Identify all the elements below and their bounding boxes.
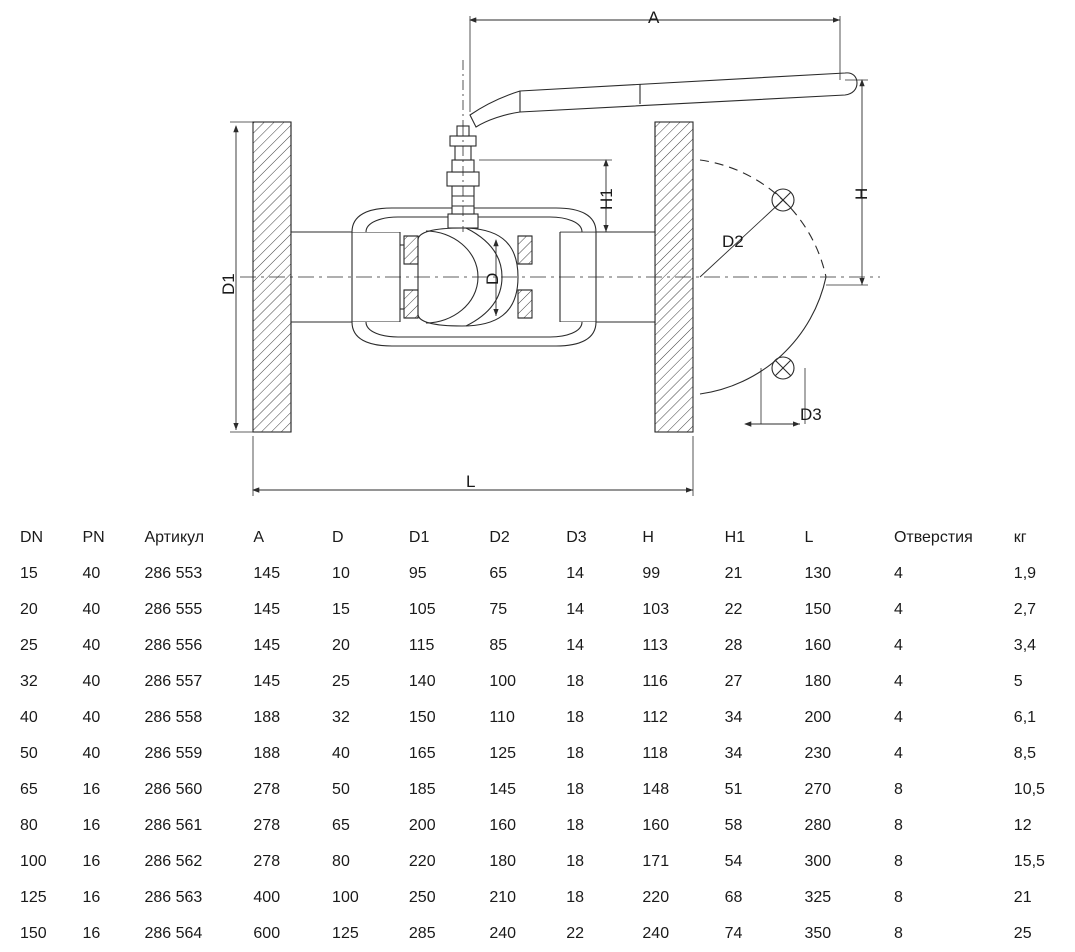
cell-d: 32 [332, 709, 350, 726]
table-row [0, 736, 1075, 772]
cell-d1: 250 [408, 889, 436, 906]
cell-d1: 185 [408, 781, 436, 798]
cell-pn: 16 [82, 817, 101, 834]
specification-table [0, 520, 1075, 952]
cell-d1: 285 [408, 925, 436, 942]
cell-a: 188 [253, 709, 281, 726]
column-header-dn: DN [20, 529, 44, 546]
cell-pn: 16 [82, 853, 101, 870]
cell-article: 286 557 [144, 673, 203, 690]
cell-l: 160 [804, 637, 832, 654]
cell-article: 286 564 [144, 925, 203, 942]
column-header-d: D [332, 529, 344, 546]
cell-d1: 140 [408, 673, 436, 690]
cell-d: 80 [332, 853, 350, 870]
column-header-weight: кг [1013, 529, 1027, 546]
cell-d1: 95 [408, 565, 427, 582]
cell-holes: 4 [893, 637, 903, 654]
cell-d: 50 [332, 781, 350, 798]
cell-weight: 10,5 [1013, 781, 1045, 798]
column-header-h1: H1 [724, 529, 746, 546]
column-header-d3: D3 [566, 529, 587, 546]
cell-d2: 65 [489, 565, 508, 582]
cell-weight: 25 [1013, 925, 1032, 942]
cell-h: 113 [642, 637, 668, 654]
cell-d3: 18 [566, 745, 584, 762]
cell-d: 20 [332, 637, 350, 654]
cell-d3: 18 [566, 889, 584, 906]
cell-weight: 8,5 [1013, 745, 1037, 762]
cell-dn: 50 [20, 745, 38, 762]
cell-h: 116 [642, 673, 668, 690]
cell-d2: 160 [489, 817, 517, 834]
cell-h: 118 [642, 745, 668, 762]
cell-article: 286 563 [144, 889, 203, 906]
cell-pn: 40 [82, 601, 101, 618]
cell-article: 286 562 [144, 853, 203, 870]
cell-pn: 16 [82, 889, 101, 906]
table-row [0, 880, 1075, 916]
cell-d3: 18 [566, 817, 584, 834]
cell-dn: 15 [20, 565, 38, 582]
cell-weight: 3,4 [1013, 637, 1037, 654]
table-header-row [0, 520, 1075, 556]
cell-dn: 65 [20, 781, 38, 798]
cell-d2: 100 [489, 673, 517, 690]
column-header-holes: Отверстия [893, 529, 973, 546]
valve-body-geometry [230, 16, 880, 496]
cell-d3: 18 [566, 853, 584, 870]
cell-d1: 220 [408, 853, 436, 870]
cell-pn: 40 [82, 565, 101, 582]
dimension-label-d: D [483, 272, 502, 285]
table-row [0, 772, 1075, 808]
table-row [0, 844, 1075, 880]
cell-article: 286 558 [144, 709, 203, 726]
dimension-label-d2: D2 [722, 232, 744, 251]
cell-d3: 18 [566, 709, 584, 726]
cell-h1: 51 [724, 781, 743, 798]
cell-weight: 21 [1013, 889, 1032, 906]
cell-h1: 34 [724, 745, 743, 762]
cell-l: 300 [804, 853, 832, 870]
column-header-l: L [804, 529, 814, 546]
cell-holes: 4 [893, 745, 903, 762]
table-row [0, 700, 1075, 736]
cell-holes: 4 [893, 709, 903, 726]
cell-holes: 4 [893, 565, 903, 582]
dimension-label-a: A [648, 8, 660, 27]
cell-l: 130 [804, 565, 832, 582]
table-row [0, 808, 1075, 844]
cell-l: 150 [804, 601, 832, 618]
cell-d3: 14 [566, 601, 584, 618]
dimension-label-l: L [466, 472, 476, 491]
cell-d1: 105 [408, 601, 436, 618]
cell-a: 145 [253, 565, 281, 582]
cell-d: 65 [332, 817, 350, 834]
cell-h: 240 [642, 925, 670, 942]
cell-h1: 28 [724, 637, 743, 654]
cell-d3: 14 [566, 637, 584, 654]
cell-l: 180 [804, 673, 832, 690]
cell-d1: 165 [408, 745, 436, 762]
cell-article: 286 556 [144, 637, 203, 654]
cell-a: 145 [253, 601, 281, 618]
cell-a: 278 [253, 781, 281, 798]
cell-holes: 4 [893, 601, 903, 618]
cell-article: 286 559 [144, 745, 203, 762]
table-row [0, 556, 1075, 592]
cell-h: 171 [642, 853, 670, 870]
cell-dn: 32 [20, 673, 38, 690]
cell-d: 25 [332, 673, 350, 690]
cell-holes: 8 [893, 781, 903, 798]
cell-d3: 18 [566, 781, 584, 798]
cell-d: 10 [332, 565, 350, 582]
cell-l: 280 [804, 817, 832, 834]
cell-h1: 58 [724, 817, 743, 834]
column-header-article: Артикул [144, 529, 205, 546]
cell-d3: 22 [566, 925, 584, 942]
cell-d2: 125 [489, 745, 517, 762]
cell-d2: 210 [489, 889, 517, 906]
cell-d2: 180 [489, 853, 517, 870]
cell-dn: 25 [20, 637, 38, 654]
cell-h1: 34 [724, 709, 743, 726]
cell-dn: 150 [20, 925, 47, 942]
table-header [0, 520, 1075, 556]
cell-dn: 125 [20, 889, 47, 906]
cell-d: 40 [332, 745, 350, 762]
cell-a: 188 [253, 745, 281, 762]
cell-d2: 110 [489, 709, 515, 726]
dimension-label-d1: D1 [219, 273, 238, 295]
table-row [0, 592, 1075, 628]
cell-article: 286 553 [144, 565, 203, 582]
cell-l: 230 [804, 745, 832, 762]
cell-dn: 100 [20, 853, 47, 870]
cell-a: 278 [253, 853, 281, 870]
cell-a: 400 [253, 889, 281, 906]
cell-d3: 14 [566, 565, 584, 582]
cell-pn: 16 [82, 925, 101, 942]
column-header-d1: D1 [408, 529, 430, 546]
cell-l: 270 [804, 781, 832, 798]
cell-weight: 2,7 [1013, 601, 1037, 618]
cell-article: 286 555 [144, 601, 203, 618]
cell-h1: 22 [724, 601, 743, 618]
cell-article: 286 561 [144, 817, 203, 834]
cell-l: 200 [804, 709, 832, 726]
cell-a: 145 [253, 637, 281, 654]
dimension-label-h1: H1 [597, 188, 616, 210]
cell-d1: 115 [408, 637, 435, 654]
cell-pn: 40 [82, 673, 101, 690]
cell-article: 286 560 [144, 781, 203, 798]
cell-l: 325 [804, 889, 832, 906]
cell-h: 220 [642, 889, 670, 906]
cell-l: 350 [804, 925, 832, 942]
cell-h1: 68 [724, 889, 743, 906]
cell-d: 100 [332, 889, 359, 906]
column-header-h: H [642, 529, 654, 546]
column-header-d2: D2 [489, 529, 510, 546]
cell-pn: 40 [82, 709, 101, 726]
cell-d1: 200 [408, 817, 436, 834]
cell-h: 99 [642, 565, 661, 582]
cell-weight: 5 [1013, 673, 1023, 690]
cell-dn: 80 [20, 817, 38, 834]
cell-dn: 20 [20, 601, 38, 618]
cell-holes: 8 [893, 889, 903, 906]
cell-d: 125 [332, 925, 359, 942]
cell-h1: 21 [724, 565, 743, 582]
cell-a: 278 [253, 817, 281, 834]
table-row [0, 628, 1075, 664]
table-row [0, 916, 1075, 952]
cell-holes: 8 [893, 853, 903, 870]
cell-h1: 74 [724, 925, 743, 942]
table-body [0, 556, 1075, 952]
cell-h: 112 [642, 709, 668, 726]
cell-pn: 40 [82, 745, 101, 762]
cell-weight: 15,5 [1013, 853, 1045, 870]
cell-d2: 240 [489, 925, 517, 942]
cell-d3: 18 [566, 673, 584, 690]
cell-h: 160 [642, 817, 670, 834]
column-header-a: A [253, 529, 265, 546]
cell-weight: 1,9 [1013, 565, 1037, 582]
dimension-label-d3: D3 [800, 405, 822, 424]
cell-d2: 85 [489, 637, 508, 654]
cell-pn: 16 [82, 781, 101, 798]
cell-dn: 40 [20, 709, 38, 726]
cell-h: 148 [642, 781, 670, 798]
cell-pn: 40 [82, 637, 101, 654]
cell-d2: 145 [489, 781, 517, 798]
dimension-label-h: H [852, 187, 871, 200]
table-row [0, 664, 1075, 700]
column-header-pn: PN [82, 529, 105, 546]
cell-holes: 8 [893, 925, 903, 942]
cell-d: 15 [332, 601, 350, 618]
cell-a: 145 [253, 673, 281, 690]
cell-d1: 150 [408, 709, 436, 726]
cell-h1: 54 [724, 853, 743, 870]
cell-h: 103 [642, 601, 670, 618]
cell-d2: 75 [489, 601, 508, 618]
cell-weight: 12 [1013, 817, 1032, 834]
cell-h1: 27 [724, 673, 743, 690]
cell-holes: 4 [893, 673, 903, 690]
cell-a: 600 [253, 925, 281, 942]
cell-holes: 8 [893, 817, 903, 834]
cell-weight: 6,1 [1013, 709, 1037, 726]
